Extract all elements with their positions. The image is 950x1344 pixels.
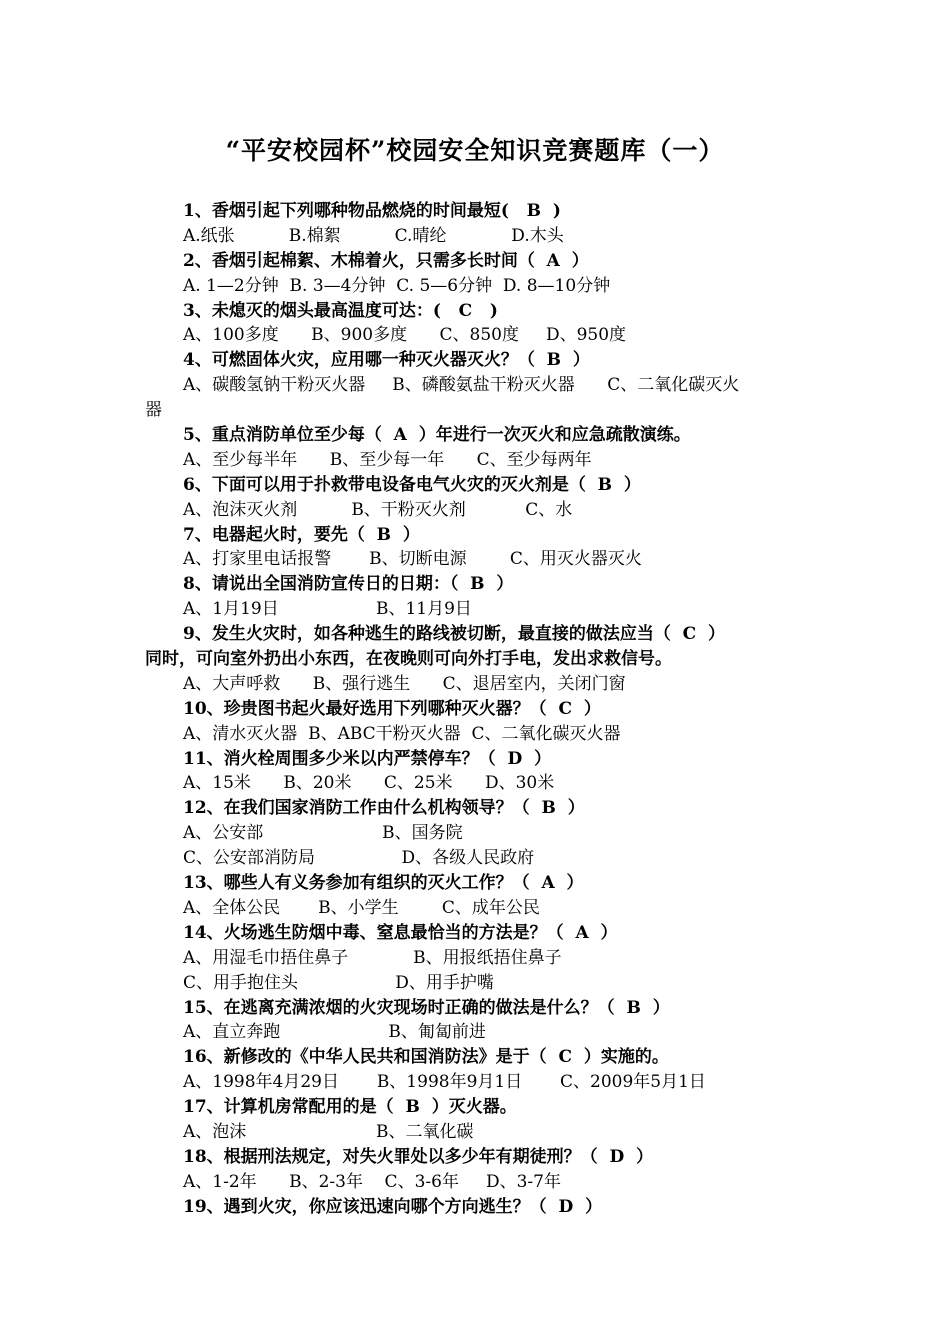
question-continuation: 同时，可向室外扔出小东西，在夜晚则可向外打手电，发出求救信号。: [145, 649, 672, 670]
option-line: C、用手抱住头 D、用手护嘴: [183, 972, 494, 993]
option-line: A、100多度 B、900多度 C、850度 D、950度: [183, 325, 627, 346]
option-line: C、公安部消防局 D、各级人民政府: [183, 848, 535, 869]
option-line: A、用湿毛巾捂住鼻子 B、用报纸捂住鼻子: [183, 947, 562, 968]
option-line: A、打家里电话报警 B、切断电源 C、用灭火器灭火: [183, 549, 642, 570]
option-line: A.纸张 B.棉絮 C.晴纶 D.木头: [183, 225, 564, 246]
question-line: 7、电器起火时，要先（ B ）: [183, 524, 420, 545]
question-line: 3、未熄灭的烟头最高温度可达：( C ): [183, 300, 498, 321]
question-line: 17、计算机房常配用的是（ B ）灭火器。: [183, 1097, 517, 1118]
question-line: 15、在逃离充满浓烟的火灾现场时正确的做法是什么？（ B ）: [183, 997, 670, 1018]
question-line: 19、遇到火灾，你应该迅速向哪个方向逃生？（ D ）: [183, 1196, 603, 1217]
option-line: A、直立奔跑 B、匍匐前进: [183, 1022, 486, 1043]
question-line: 8、请说出全国消防宣传日的日期：（ B ）: [183, 574, 514, 595]
question-line: 12、在我们国家消防工作由什么机构领导？（ B ）: [183, 798, 585, 819]
option-line: A、碳酸氢钠干粉灭火器 B、磷酸氨盐干粉灭火器 C、二氧化碳灭火: [183, 375, 740, 396]
question-line: 16、新修改的《中华人民共和国消防法》是于（ C ）实施的。: [183, 1047, 669, 1068]
option-line: A、1-2年 B、2-3年 C、3-6年 D、3-7年: [183, 1171, 561, 1192]
option-line: A、大声呼救 B、强行逃生 C、退居室内，关闭门窗: [183, 673, 626, 694]
option-continuation: 器: [145, 400, 162, 421]
question-line: 1、香烟引起下列哪种物品燃烧的时间最短( B ): [183, 201, 561, 221]
option-line: A. 1—2分钟 B. 3—4分钟 C. 5—6分钟 D. 8—10分钟: [183, 275, 611, 296]
question-line: 2、香烟引起棉絮、木棉着火，只需多长时间（ A ）: [183, 250, 589, 271]
option-line: A、泡沫灭火剂 B、干粉灭火剂 C、水: [183, 499, 573, 520]
option-line: A、15米 B、20米 C、25米 D、30米: [183, 773, 555, 794]
question-line: 9、发生火灾时，如各种逃生的路线被切断，最直接的做法应当（ C ）: [183, 624, 726, 645]
question-line: 5、重点消防单位至少每（ A ）年进行一次灭火和应急疏散演练。: [183, 425, 691, 446]
option-line: A、泡沫 B、二氧化碳: [183, 1121, 474, 1142]
question-line: 6、下面可以用于扑救带电设备电气火灾的灭火剂是（ B ）: [183, 474, 641, 495]
question-line: 4、可燃固体火灾，应用哪一种灭火器灭火？（ B ）: [183, 350, 590, 371]
option-line: A、清水灭火器 B、ABC干粉灭火器 C、二氧化碳灭火器: [183, 723, 621, 744]
option-line: A、至少每半年 B、至少每一年 C、至少每两年: [183, 449, 592, 470]
question-line: 10、珍贵图书起火最好选用下列哪种灭火器？（ C ）: [183, 698, 601, 719]
option-line: A、全体公民 B、小学生 C、成年公民: [183, 897, 540, 918]
question-line: 11、消火栓周围多少米以内严禁停车？（ D ）: [183, 748, 552, 769]
question-list: [145, 199, 820, 1220]
page-title: “平安校园杯”校园安全知识竞赛题库（一）: [225, 136, 725, 165]
question-line: 18、根据刑法规定，对失火罪处以多少年有期徒刑？（ D ）: [183, 1146, 654, 1167]
question-line: 13、哪些人有义务参加有组织的灭火工作？（ A ）: [183, 873, 584, 894]
question-line: 14、火场逃生防烟中毒、窒息最恰当的方法是？（ A ）: [183, 922, 618, 943]
option-line: A、1月19日 B、11月9日: [183, 599, 472, 620]
option-line: A、1998年4月29日 B、1998年9月1日 C、2009年5月1日: [183, 1072, 706, 1093]
option-line: A、公安部 B、国务院: [183, 823, 463, 844]
